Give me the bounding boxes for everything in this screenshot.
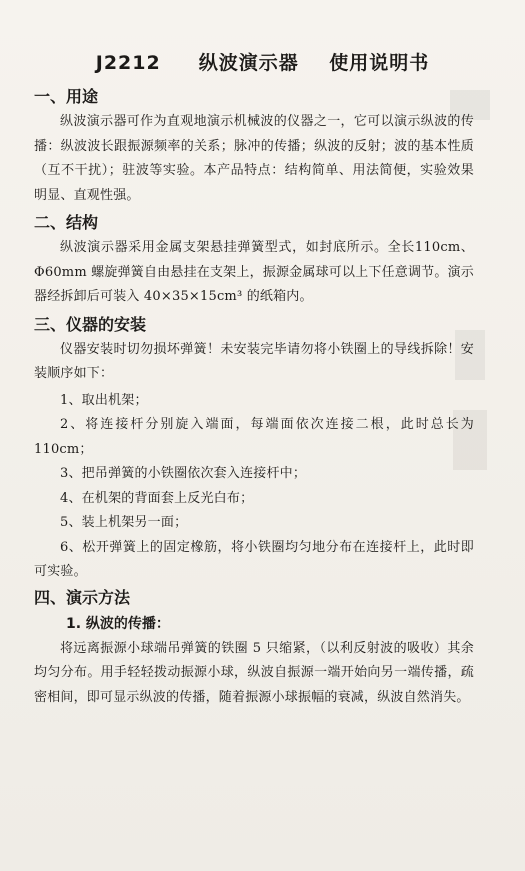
section-paragraph: 纵波演示器可作为直观地演示机械波的仪器之一，它可以演示纵波的传播：纵波波长跟振源频率的关系；脉冲的传播；纵波的反射；波的基本性质（互不干扰）；驻波等实验。本产品特点：结构简单、用法简便，实验效果明显、直观性强。	[34, 114, 474, 203]
section-heading: 一、用途	[34, 87, 99, 106]
subsection-heading: 1. 纵波的传播：	[66, 615, 170, 632]
install-step: 2、将连接杆分别旋入端面，每端面依次连接二根，此时总长为 110cm；	[34, 417, 474, 457]
section-heading: 三、仪器的安装	[34, 314, 147, 334]
section-paragraph: 将远离振源小球端吊弹簧的铁圈 5 只缩紧，（以利反射波的吸收）其余均匀分布。用手轻轻拨动振源小球，纵波自振源一端开始向另一端传播，疏密相间，即可显示纵波的传播，随着振源小球振幅的衰减，纵波自然消失。	[34, 640, 474, 705]
section-paragraph: 仪器安装时切勿损坏弹簧！未安装完毕请勿将小铁圈上的导线拆除！安装顺序如下：	[34, 341, 474, 381]
section-heading: 四、演示方法	[34, 587, 131, 607]
install-step: 1、取出机架；	[60, 392, 148, 408]
install-step: 4、在机架的背面套上反光白布；	[60, 490, 254, 506]
section-installation	[34, 312, 474, 585]
install-step: 5、装上机架另一面；	[60, 515, 188, 530]
install-step: 3、把吊弹簧的小铁圈依次套入连接杆中；	[60, 466, 307, 481]
section-paragraph: 纵波演示器采用金属支架悬挂弹簧型式，如封底所示。全长110cm、Φ60mm 螺旋弹簧自由悬挂在支架上，振源金属球可以上下任意调节。演示器经拆卸后可装入 40×35×15cm³ 的纸箱内。	[34, 240, 474, 304]
section-heading: 二、结构	[34, 213, 99, 232]
section-usage	[34, 84, 474, 208]
install-step: 6、松开弹簧上的固定橡筋，将小铁圈均匀地分布在连接杆上，此时即可实验。	[34, 539, 474, 579]
section-demonstration	[34, 585, 474, 711]
document-body	[34, 84, 474, 712]
document-title: J2212 纵波演示器 使用说明书	[95, 52, 430, 74]
section-structure	[34, 210, 474, 310]
